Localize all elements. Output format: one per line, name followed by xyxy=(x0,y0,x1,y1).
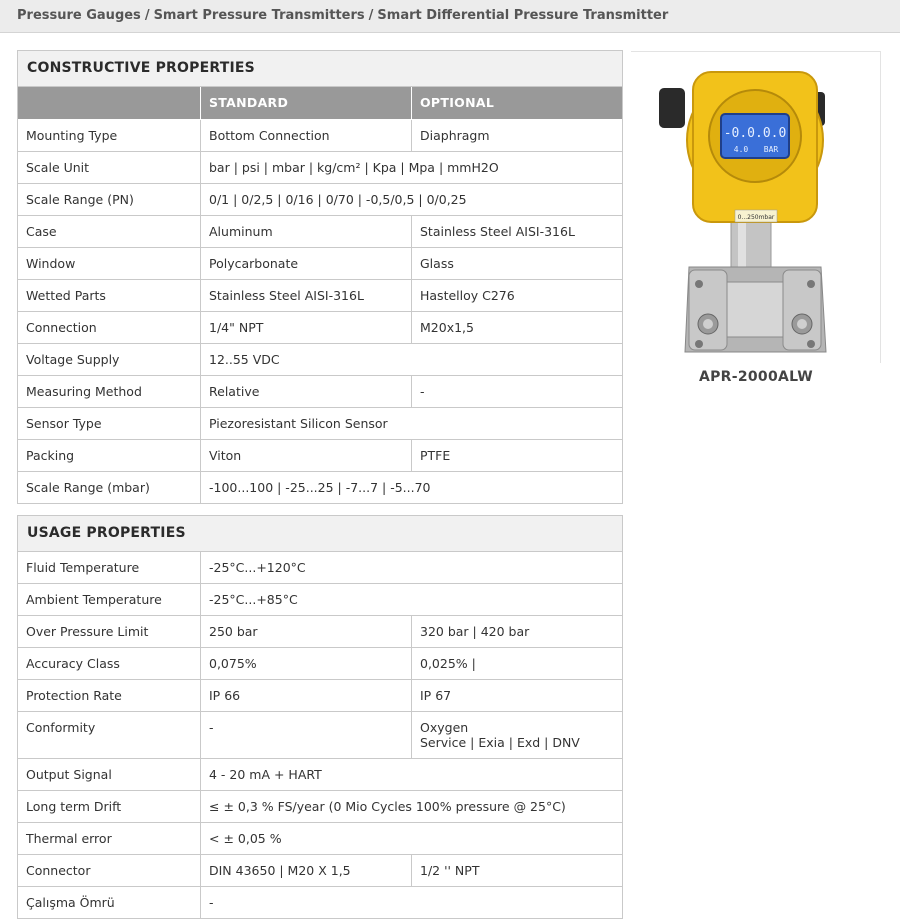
row-optional-value: PTFE xyxy=(420,448,451,463)
row-label-scale-range-pn: Scale Range (PN) xyxy=(18,184,201,215)
row-value: 4 - 20 mA + HART xyxy=(209,767,322,782)
header-label-column xyxy=(18,87,201,119)
row-standard-value: 1/4" NPT xyxy=(201,312,412,343)
usage-properties-table xyxy=(17,515,623,919)
breadcrumb-smart-pressure-transmitters[interactable]: Smart Pressure Transmitters xyxy=(153,8,365,23)
row-standard-value: DIN 43650 | M20 X 1,5 xyxy=(201,855,412,886)
table-header-row xyxy=(18,87,622,120)
row-optional-value: Glass xyxy=(420,256,454,271)
breadcrumb-separator: / xyxy=(144,8,150,23)
table-row xyxy=(18,152,622,184)
row-standard-value: Relative xyxy=(201,376,412,407)
table-row xyxy=(18,680,622,712)
row-optional-value: Oxygen Service | Exia | Exd | DNV xyxy=(420,720,580,750)
row-standard-value: Aluminum xyxy=(201,216,412,247)
row-optional-value: - xyxy=(420,384,425,399)
table-row xyxy=(18,759,622,791)
header-standard: STANDARD xyxy=(201,87,412,119)
table-row xyxy=(18,216,622,248)
row-label-output-signal: Output Signal xyxy=(18,759,201,790)
table-row xyxy=(18,823,622,855)
row-label-protection-rate: Protection Rate xyxy=(18,680,201,711)
row-label-scale-unit: Scale Unit xyxy=(18,152,201,183)
row-label-connector: Connector xyxy=(18,855,201,886)
row-label-voltage-supply: Voltage Supply xyxy=(18,344,201,375)
row-optional-value: Hastelloy C276 xyxy=(420,288,515,303)
row-optional-value: M20x1,5 xyxy=(420,320,474,335)
row-label-accuracy-class: Accuracy Class xyxy=(18,648,201,679)
row-standard-value: - xyxy=(201,712,412,758)
row-optional-value: Stainless Steel AISI-316L xyxy=(420,224,575,239)
row-label-measuring-method: Measuring Method xyxy=(18,376,201,407)
pressure-transmitter-image xyxy=(631,52,879,363)
row-label-case: Case xyxy=(18,216,201,247)
row-value: bar | psi | mbar | kg/cm² | Kpa | Mpa | mmH2O xyxy=(209,160,499,175)
row-standard-value: 0,075% xyxy=(201,648,412,679)
row-optional-value: Diaphragm xyxy=(420,128,490,143)
table-row xyxy=(18,887,622,919)
row-optional-value: 0,025% | xyxy=(420,656,476,671)
constructive-properties-table xyxy=(17,50,623,504)
row-optional-value: IP 67 xyxy=(420,688,452,703)
table-row xyxy=(18,552,622,584)
table-row xyxy=(18,120,622,152)
row-label-ambient-temperature: Ambient Temperature xyxy=(18,584,201,615)
row-value: 12..55 VDC xyxy=(209,352,280,367)
usage-properties-title: USAGE PROPERTIES xyxy=(18,516,622,552)
lcd-unit: BAR xyxy=(763,145,779,154)
row-standard-value: 250 bar xyxy=(201,616,412,647)
product-image-frame xyxy=(631,51,881,363)
row-optional-value: 1/2 '' NPT xyxy=(420,863,480,878)
row-value: -25°C...+120°C xyxy=(209,560,306,575)
breadcrumb-separator: / xyxy=(368,8,374,23)
row-standard-value: Bottom Connection xyxy=(201,120,412,151)
row-label-over-pressure-limit: Over Pressure Limit xyxy=(18,616,201,647)
row-value: 0/1 | 0/2,5 | 0/16 | 0/70 | -0,5/0,5 | 0/0,25 xyxy=(209,192,467,207)
row-value: -25°C...+85°C xyxy=(209,592,298,607)
table-row xyxy=(18,584,622,616)
product-name: APR-2000ALW xyxy=(698,369,814,385)
row-label-conformity: Conformity xyxy=(18,712,201,758)
table-row xyxy=(18,248,622,280)
constructive-properties-title: CONSTRUCTIVE PROPERTIES xyxy=(18,51,622,87)
row-standard-value: Polycarbonate xyxy=(201,248,412,279)
table-row xyxy=(18,184,622,216)
row-value: -100...100 | -25...25 | -7...7 | -5...70 xyxy=(209,480,431,495)
row-label-al-ma-mr: Çalışma Ömrü xyxy=(18,887,201,918)
breadcrumb xyxy=(0,0,900,33)
lcd-subreading: 4.0 xyxy=(733,145,749,154)
row-label-connection: Connection xyxy=(18,312,201,343)
row-standard-value: IP 66 xyxy=(201,680,412,711)
table-row xyxy=(18,791,622,823)
table-row xyxy=(18,408,622,440)
row-value: - xyxy=(209,895,214,910)
table-row xyxy=(18,440,622,472)
row-optional-value: 320 bar | 420 bar xyxy=(420,624,530,639)
table-row xyxy=(18,312,622,344)
row-standard-value: Viton xyxy=(201,440,412,471)
breadcrumb-current-page: Smart Differential Pressure Transmitter xyxy=(377,8,669,23)
row-label-long-term-drift: Long term Drift xyxy=(18,791,201,822)
row-label-wetted-parts: Wetted Parts xyxy=(18,280,201,311)
table-row xyxy=(18,376,622,408)
row-label-scale-range-mbar: Scale Range (mbar) xyxy=(18,472,201,503)
range-plate: 0...250mbar xyxy=(737,214,775,221)
row-label-mounting-type: Mounting Type xyxy=(18,120,201,151)
row-label-fluid-temperature: Fluid Temperature xyxy=(18,552,201,583)
row-label-packing: Packing xyxy=(18,440,201,471)
table-row xyxy=(18,712,622,759)
table-row xyxy=(18,280,622,312)
lcd-reading: -0.0.0.0 xyxy=(723,126,787,141)
row-value: Piezoresistant Silicon Sensor xyxy=(209,416,388,431)
table-row xyxy=(18,616,622,648)
row-label-window: Window xyxy=(18,248,201,279)
breadcrumb-pressure-gauges[interactable]: Pressure Gauges xyxy=(17,8,141,23)
row-label-thermal-error: Thermal error xyxy=(18,823,201,854)
table-row xyxy=(18,855,622,887)
row-value: < ± 0,05 % xyxy=(209,831,282,846)
header-optional: OPTIONAL xyxy=(420,95,495,110)
row-standard-value: Stainless Steel AISI-316L xyxy=(201,280,412,311)
row-value: ≤ ± 0,3 % FS/year (0 Mio Cycles 100% pressure @ 25°C) xyxy=(209,799,566,814)
table-row xyxy=(18,472,622,504)
table-row xyxy=(18,648,622,680)
table-row xyxy=(18,344,622,376)
row-label-sensor-type: Sensor Type xyxy=(18,408,201,439)
